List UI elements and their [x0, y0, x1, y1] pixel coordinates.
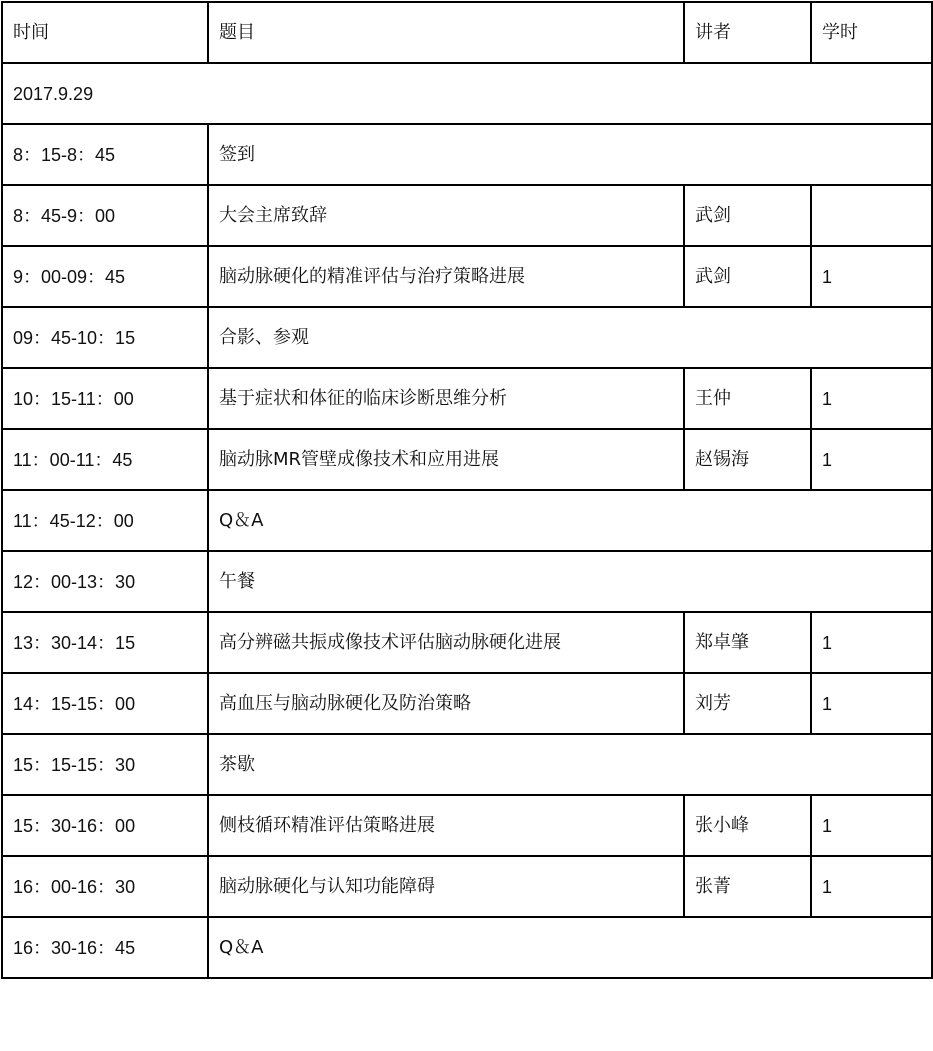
hours-cell: 1	[811, 673, 932, 734]
time-cell: 8：45-9：00	[2, 185, 208, 246]
speaker-cell: 刘芳	[684, 673, 811, 734]
time-cell: 9：00-09：45	[2, 246, 208, 307]
header-row	[2, 2, 932, 63]
hours-cell: 1	[811, 246, 932, 307]
header-hours: 学时	[811, 2, 932, 63]
table-row	[2, 734, 932, 795]
title-cell: 合影、参观	[208, 307, 932, 368]
time-cell: 8：15-8：45	[2, 124, 208, 185]
title-cell: 脑动脉硬化的精准评估与治疗策略进展	[208, 246, 684, 307]
title-cell: 签到	[208, 124, 932, 185]
speaker-cell: 张小峰	[684, 795, 811, 856]
table-row	[2, 856, 932, 917]
schedule-table	[1, 1, 933, 979]
title-cell: 侧枝循环精准评估策略进展	[208, 795, 684, 856]
time-cell: 11：00-11：45	[2, 429, 208, 490]
title-cell: 脑动脉MR管壁成像技术和应用进展	[208, 429, 684, 490]
table-row	[2, 917, 932, 978]
title-cell: Q＆A	[208, 490, 932, 551]
title-cell: 茶歇	[208, 734, 932, 795]
title-cell: 脑动脉硬化与认知功能障碍	[208, 856, 684, 917]
speaker-cell: 郑卓肇	[684, 612, 811, 673]
table-row	[2, 612, 932, 673]
speaker-cell: 武剑	[684, 185, 811, 246]
header-title: 题目	[208, 2, 684, 63]
title-cell: 高分辨磁共振成像技术评估脑动脉硬化进展	[208, 612, 684, 673]
speaker-cell: 赵锡海	[684, 429, 811, 490]
header-time: 时间	[2, 2, 208, 63]
hours-cell: 1	[811, 429, 932, 490]
table-row	[2, 673, 932, 734]
title-cell: 午餐	[208, 551, 932, 612]
hours-cell: 1	[811, 612, 932, 673]
table-row	[2, 246, 932, 307]
time-cell: 15：15-15：30	[2, 734, 208, 795]
time-cell: 16：30-16：45	[2, 917, 208, 978]
time-cell: 16：00-16：30	[2, 856, 208, 917]
date-cell: 2017.9.29	[2, 63, 932, 124]
speaker-cell: 武剑	[684, 246, 811, 307]
title-cell: Q＆A	[208, 917, 932, 978]
speaker-cell: 王仲	[684, 368, 811, 429]
header-speaker: 讲者	[684, 2, 811, 63]
table-row	[2, 490, 932, 551]
time-cell: 12：00-13：30	[2, 551, 208, 612]
time-cell: 15：30-16：00	[2, 795, 208, 856]
table-row	[2, 795, 932, 856]
title-cell: 大会主席致辞	[208, 185, 684, 246]
time-cell: 11：45-12：00	[2, 490, 208, 551]
table-row	[2, 429, 932, 490]
hours-cell: 1	[811, 856, 932, 917]
table-row	[2, 307, 932, 368]
hours-cell: 1	[811, 368, 932, 429]
title-cell: 高血压与脑动脉硬化及防治策略	[208, 673, 684, 734]
hours-cell: 1	[811, 795, 932, 856]
table-row	[2, 368, 932, 429]
time-cell: 10：15-11：00	[2, 368, 208, 429]
hours-cell	[811, 185, 932, 246]
speaker-cell: 张菁	[684, 856, 811, 917]
table-row	[2, 124, 932, 185]
date-row	[2, 63, 932, 124]
time-cell: 09：45-10：15	[2, 307, 208, 368]
table-row	[2, 185, 932, 246]
title-cell: 基于症状和体征的临床诊断思维分析	[208, 368, 684, 429]
table-row	[2, 551, 932, 612]
time-cell: 13：30-14：15	[2, 612, 208, 673]
time-cell: 14：15-15：00	[2, 673, 208, 734]
